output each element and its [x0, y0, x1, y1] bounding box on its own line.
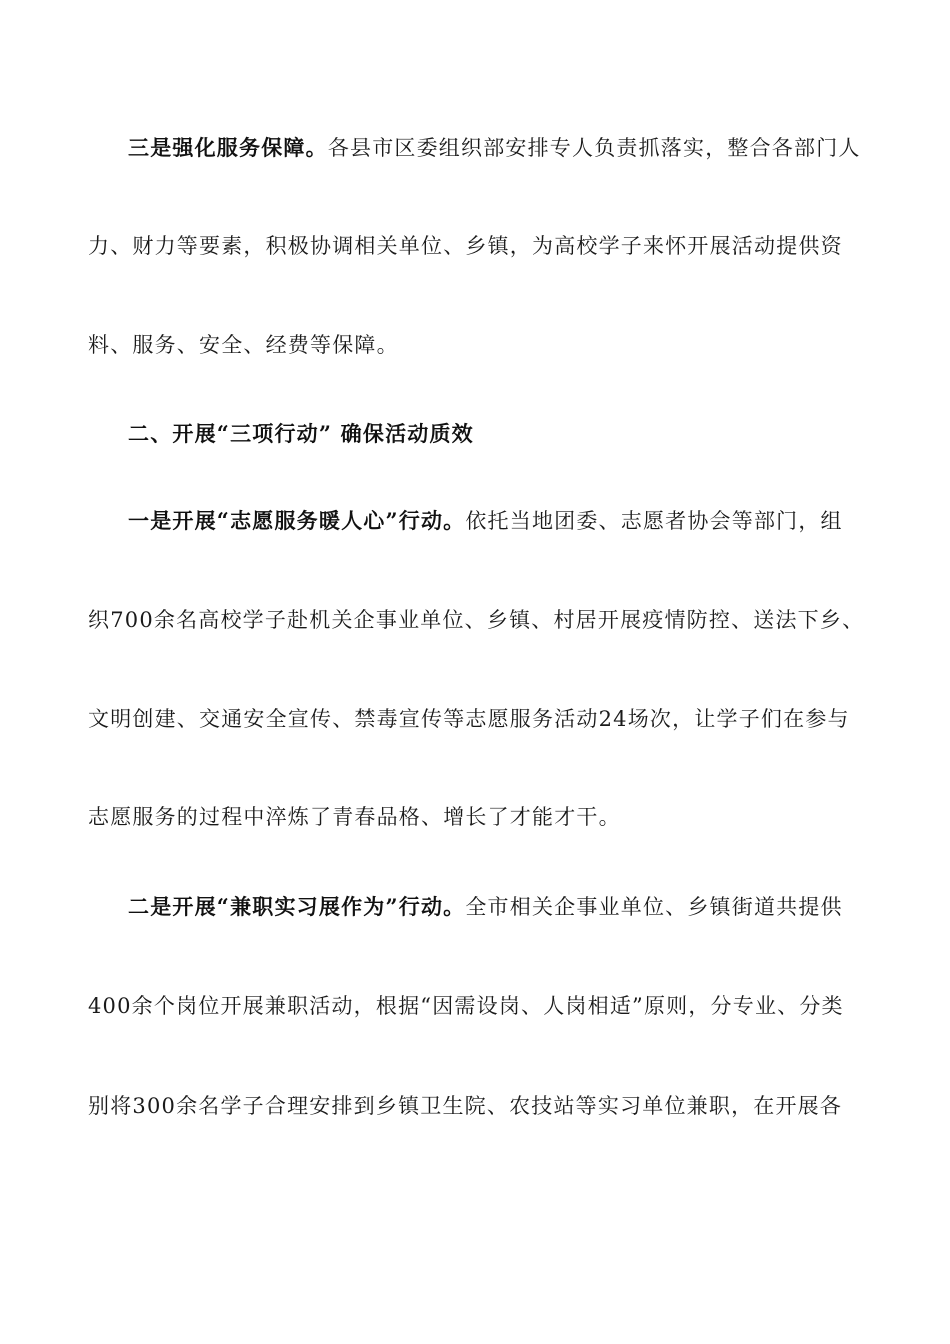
- paragraph-3-text: 全市相关企事业单位、乡镇街道共提供: [465, 895, 843, 919]
- paragraph-3-line-1: [128, 893, 843, 921]
- paragraph-2-lead: 一是开展“志愿服务暖人心”行动。: [128, 508, 466, 533]
- paragraph-3-line-2: 400余个岗位开展兼职活动，根据“因需设岗、人岗相适”原则，分专业、分类: [88, 994, 844, 1018]
- paragraph-1-lead: 三是强化服务保障。: [128, 135, 328, 160]
- paragraph-2-line-3: 文明创建、交通安全宣传、禁毒宣传等志愿服务活动24场次，让学子们在参与: [88, 707, 850, 731]
- paragraph-3-line-3: 别将300余名学子合理安排到乡镇卫生院、农技站等实习单位兼职，在开展各: [88, 1094, 843, 1118]
- section-heading-2: 二、开展“三项行动” 确保活动质效: [128, 421, 474, 446]
- paragraph-1-text: 各县市区委组织部安排专人负责抓落实，整合各部门人: [327, 136, 861, 160]
- paragraph-1-line-1: [128, 134, 861, 162]
- paragraph-2-line-2: 织700余名高校学子赴机关企事业单位、乡镇、村居开展疫情防控、送法下乡、: [88, 608, 865, 632]
- paragraph-2-line-4: 志愿服务的过程中淬炼了青春品格、增长了才能才干。: [88, 805, 621, 829]
- paragraph-1-line-3: 料、服务、安全、经费等保障。: [88, 333, 399, 357]
- paragraph-3-lead: 二是开展“兼职实习展作为”行动。: [128, 894, 466, 919]
- paragraph-2-text: 依托当地团委、志愿者协会等部门，组: [465, 509, 843, 533]
- paragraph-1-line-2: 力、财力等要素，积极协调相关单位、乡镇，为高校学子来怀开展活动提供资: [88, 234, 843, 258]
- paragraph-2-line-1: [128, 507, 843, 535]
